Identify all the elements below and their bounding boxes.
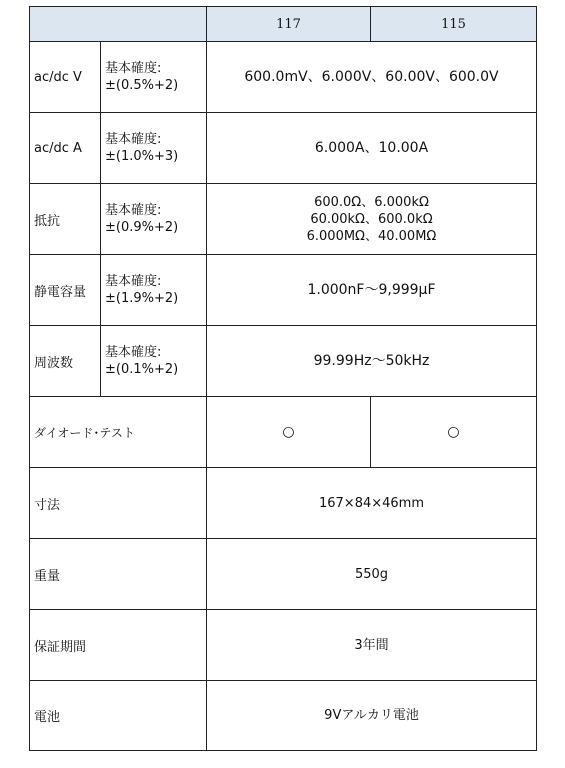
accuracy-title: 基本確度: (105, 345, 162, 360)
value-line: 6.000MΩ、40.00MΩ (306, 228, 437, 244)
accuracy-value: ±(1.0%+3) (105, 149, 179, 164)
row-label: 保証期間 (30, 610, 207, 681)
table-row-battery (30, 681, 537, 751)
header-blank-cell (30, 7, 207, 42)
row-label: ac/dc A (30, 113, 101, 184)
row-label: 電池 (30, 681, 207, 751)
model-117-header: 117 (207, 7, 371, 42)
accuracy-value: ±(1.9%+2) (105, 291, 179, 306)
value-cell-117: ○ (207, 397, 371, 468)
row-label: 周波数 (30, 326, 101, 397)
accuracy-value: ±(0.1%+2) (105, 362, 179, 377)
table-row-resistance (30, 184, 537, 255)
value-cell: 1.000nF～9,999μF (207, 255, 537, 326)
value-cell: 600.0mV、6.000V、60.00V、600.0V (207, 42, 537, 113)
table-row-diode-test (30, 397, 537, 468)
table-row-dimensions (30, 468, 537, 539)
table-row-weight (30, 539, 537, 610)
table-row-capacitance (30, 255, 537, 326)
value-cell: 6.000A、10.00A (207, 113, 537, 184)
accuracy-cell (101, 113, 207, 184)
value-line: 60.00kΩ、600.0kΩ (310, 211, 433, 227)
value-cell: 550g (207, 539, 537, 610)
row-label: 重量 (30, 539, 207, 610)
accuracy-cell (101, 42, 207, 113)
accuracy-title: 基本確度: (105, 132, 162, 147)
accuracy-title: 基本確度: (105, 274, 162, 289)
value-cell: 3年間 (207, 610, 537, 681)
spec-table (29, 6, 537, 751)
value-cell: 167×84×46mm (207, 468, 537, 539)
accuracy-title: 基本確度: (105, 203, 162, 218)
accuracy-title: 基本確度: (105, 61, 162, 76)
row-label: 寸法 (30, 468, 207, 539)
accuracy-value: ±(0.9%+2) (105, 220, 179, 235)
accuracy-cell (101, 326, 207, 397)
value-cell: 9Vアルカリ電池 (207, 681, 537, 751)
value-cell-115: ○ (371, 397, 537, 468)
table-row-acdc-v (30, 42, 537, 113)
value-cell: 99.99Hz～50kHz (207, 326, 537, 397)
table-row-warranty (30, 610, 537, 681)
row-label: ac/dc V (30, 42, 101, 113)
value-line: 600.0Ω、6.000kΩ (314, 194, 429, 210)
table-row-acdc-a (30, 113, 537, 184)
row-label: 静電容量 (30, 255, 101, 326)
header-row (30, 7, 537, 42)
row-label: ダイオード･テスト (30, 397, 207, 468)
accuracy-cell (101, 255, 207, 326)
row-label: 抵抗 (30, 184, 101, 255)
accuracy-value: ±(0.5%+2) (105, 78, 179, 93)
accuracy-cell (101, 184, 207, 255)
value-cell (207, 184, 537, 255)
model-115-header: 115 (371, 7, 537, 42)
table-row-frequency (30, 326, 537, 397)
